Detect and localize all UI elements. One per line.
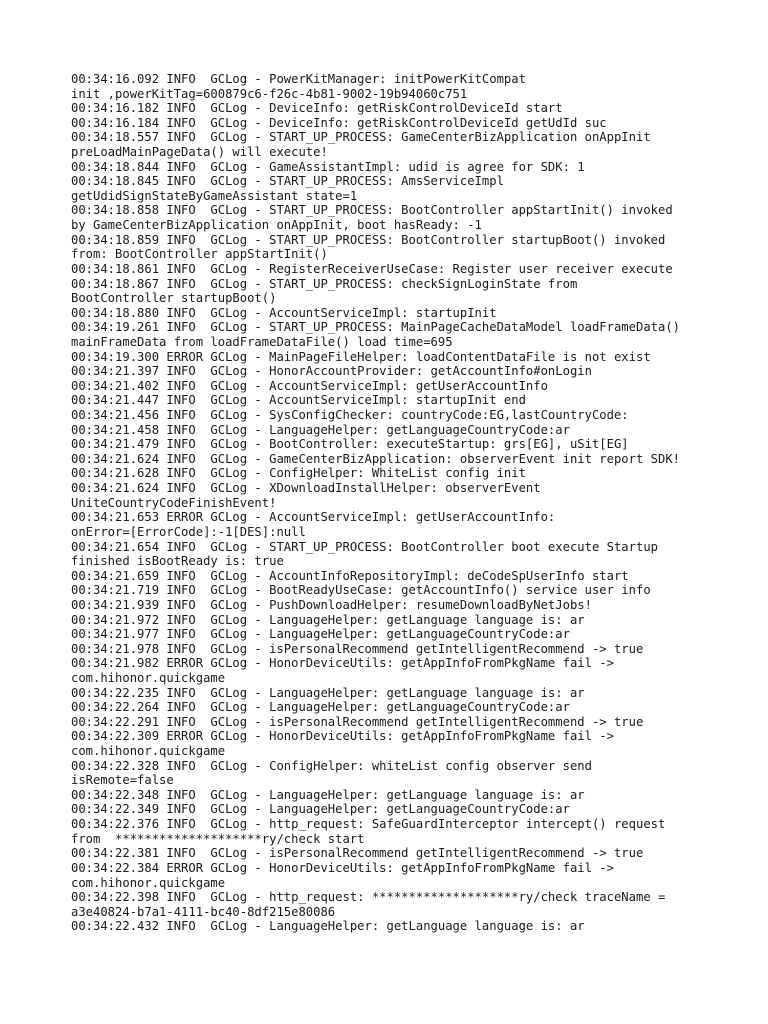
log-line: 00:34:22.235 INFO GCLog - LanguageHelper: getLanguage language is: ar — [71, 685, 585, 700]
log-line: by GameCenterBizApplication onAppInit, boot hasReady: -1 — [71, 218, 482, 233]
log-line: 00:34:21.977 INFO GCLog - LanguageHelper: getLanguageCountryCode:ar — [71, 627, 570, 642]
log-line: UniteCountryCodeFinishEvent! — [71, 495, 277, 510]
log-line: 00:34:22.348 INFO GCLog - LanguageHelper: getLanguage language is: ar — [71, 787, 585, 802]
log-line: 00:34:18.858 INFO GCLog - START_UP_PROCESS: BootController appStartInit() invoked — [71, 203, 673, 218]
log-line: 00:34:18.557 INFO GCLog - START_UP_PROCESS: GameCenterBizApplication onAppInit — [71, 130, 651, 145]
log-line: 00:34:16.184 INFO GCLog - DeviceInfo: getRiskControlDeviceId getUdId suc — [71, 115, 607, 130]
log-line: 00:34:21.624 INFO GCLog - XDownloadInstallHelper: observerEvent — [71, 481, 541, 496]
log-line: 00:34:22.309 ERROR GCLog - HonorDeviceUtils: getAppInfoFromPkgName fail -> — [71, 729, 614, 744]
log-line: 00:34:19.261 INFO GCLog - START_UP_PROCESS: MainPageCacheDataModel loadFrameData() — [71, 320, 681, 335]
log-line: preLoadMainPageData() will execute! — [71, 145, 328, 160]
log-line: 00:34:21.624 INFO GCLog - GameCenterBizApplication: observerEvent init report SDK! — [71, 451, 681, 466]
log-line: 00:34:21.978 INFO GCLog - isPersonalRecommend getIntelligentRecommend -> true — [71, 641, 644, 656]
log-text-block — [71, 72, 761, 934]
log-line: 00:34:22.384 ERROR GCLog - HonorDeviceUtils: getAppInfoFromPkgName fail -> — [71, 860, 614, 875]
log-line: 00:34:21.982 ERROR GCLog - HonorDeviceUtils: getAppInfoFromPkgName fail -> — [71, 656, 614, 671]
log-line: 00:34:21.659 INFO GCLog - AccountInfoRepositoryImpl: deCodeSpUserInfo start — [71, 568, 629, 583]
log-line: 00:34:21.479 INFO GCLog - BootController: executeStartup: grs[EG], uSit[EG] — [71, 437, 629, 452]
log-line: 00:34:21.972 INFO GCLog - LanguageHelper: getLanguage language is: ar — [71, 612, 585, 627]
log-line: onError=[ErrorCode]:-1[DES]:null — [71, 524, 306, 539]
log-line: 00:34:18.859 INFO GCLog - START_UP_PROCESS: BootController startupBoot() invoked — [71, 232, 666, 247]
log-line: mainFrameData from loadFrameDataFile() load time=695 — [71, 334, 453, 349]
log-line: com.hihonor.quickgame — [71, 744, 226, 759]
log-line: 00:34:21.653 ERROR GCLog - AccountServiceImpl: getUserAccountInfo: — [71, 510, 556, 525]
log-line: isRemote=false — [71, 773, 174, 788]
log-line: 00:34:22.291 INFO GCLog - isPersonalRecommend getIntelligentRecommend -> true — [71, 714, 644, 729]
log-line: 00:34:18.844 INFO GCLog - GameAssistantImpl: udid is agree for SDK: 1 — [71, 159, 585, 174]
log-line: 00:34:16.092 INFO GCLog - PowerKitManager: initPowerKitCompat — [71, 72, 526, 86]
log-line: 00:34:18.861 INFO GCLog - RegisterReceiverUseCase: Register user receiver execute — [71, 261, 673, 276]
log-line: 00:34:22.349 INFO GCLog - LanguageHelper: getLanguageCountryCode:ar — [71, 802, 570, 817]
log-line: 00:34:19.300 ERROR GCLog - MainPageFileHelper: loadContentDataFile is not exist — [71, 349, 651, 364]
log-line: 00:34:22.264 INFO GCLog - LanguageHelper: getLanguageCountryCode:ar — [71, 700, 570, 715]
log-line: 00:34:21.654 INFO GCLog - START_UP_PROCESS: BootController boot execute Startup — [71, 539, 658, 554]
log-line: 00:34:22.398 INFO GCLog - http_request: ********************ry/check traceName = — [71, 890, 666, 905]
log-line: finished isBootReady is: true — [71, 554, 284, 569]
log-line: 00:34:21.719 INFO GCLog - BootReadyUseCase: getAccountInfo() service user info — [71, 583, 651, 598]
log-line: 00:34:21.939 INFO GCLog - PushDownloadHelper: resumeDownloadByNetJobs! — [71, 597, 592, 612]
log-line: 00:34:21.628 INFO GCLog - ConfigHelper: WhiteList config init — [71, 466, 526, 481]
log-line: 00:34:21.447 INFO GCLog - AccountServiceImpl: startupInit end — [71, 393, 526, 408]
log-line: a3e40824-b7a1-4111-bc40-8df215e80086 — [71, 904, 336, 919]
log-line: 00:34:22.432 INFO GCLog - LanguageHelper: getLanguage language is: ar — [71, 919, 585, 934]
log-line: com.hihonor.quickgame — [71, 875, 226, 890]
log-line: 00:34:18.867 INFO GCLog - START_UP_PROCESS: checkSignLoginState from — [71, 276, 578, 291]
log-line: 00:34:21.456 INFO GCLog - SysConfigChecker: countryCode:EG,lastCountryCode: — [71, 408, 629, 423]
log-line: from: BootController appStartInit() — [71, 247, 328, 262]
log-line: 00:34:21.458 INFO GCLog - LanguageHelper: getLanguageCountryCode:ar — [71, 422, 570, 437]
log-line: from ********************ry/check start — [71, 831, 365, 846]
log-line: BootController startupBoot() — [71, 291, 277, 306]
log-line: 00:34:18.845 INFO GCLog - START_UP_PROCESS: AmsServiceImpl — [71, 174, 504, 189]
log-line: 00:34:22.328 INFO GCLog - ConfigHelper: whiteList config observer send — [71, 758, 592, 773]
log-line: 00:34:16.182 INFO GCLog - DeviceInfo: getRiskControlDeviceId start — [71, 101, 563, 116]
log-line: com.hihonor.quickgame — [71, 670, 226, 685]
log-line: init ,powerKitTag=600879c6-f26c-4b81-9002-19b94060c751 — [71, 86, 468, 101]
log-line: 00:34:21.402 INFO GCLog - AccountServiceImpl: getUserAccountInfo — [71, 378, 548, 393]
log-line: 00:34:18.880 INFO GCLog - AccountServiceImpl: startupInit — [71, 305, 497, 320]
log-line: getUdidSignStateByGameAssistant state=1 — [71, 188, 358, 203]
log-line: 00:34:22.381 INFO GCLog - isPersonalRecommend getIntelligentRecommend -> true — [71, 846, 644, 861]
log-line: 00:34:21.397 INFO GCLog - HonorAccountProvider: getAccountInfo#onLogin — [71, 364, 592, 379]
log-line: 00:34:22.376 INFO GCLog - http_request: SafeGuardInterceptor intercept() request — [71, 817, 666, 832]
